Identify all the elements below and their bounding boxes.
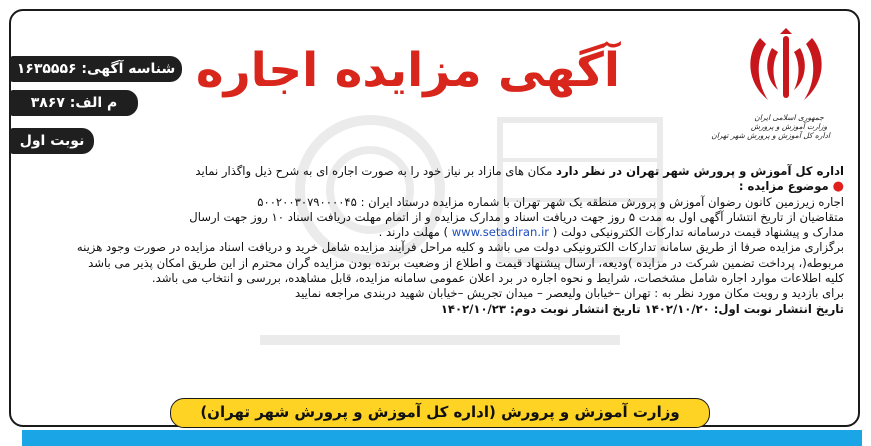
red-bullet-icon: ● [832,179,844,195]
subject-label: موضوع مزایده : [738,179,829,194]
paragraph-1-line-2: متقاضیان از تاریخ انتشار آگهی اول به مدت ۵ روز جهت دریافت اسناد و مدارک مزایده و از اتمام مهلت دریافت اسناد ۱۰ روز جهت ارسال [189,209,844,224]
org-line-2: وزارت آموزش و پرورش [750,122,828,131]
intro-text: مکان های مازاد بر نیاز خود را به صورت اجاره ای به شرح ذیل واگذار نماید [195,164,557,178]
subject-line [20,179,844,194]
paragraph-1-line-1: اجاره زیرزمین کانون رضوان آموزش و پرورش منطقه یک شهر تهران با شماره مزایده درستاد ایران : ۵۰۰۲۰۰۳۰۷۹۰۰۰۰۴۵ [257,194,844,209]
paragraph-3-line-1: برای بازدید و رویت مکان مورد نظر به : تهران –خیابان ولیعصر – میدان تجریش –خیابان شهید دربندی مراجعه نمایید [294,286,844,301]
paragraph-2-line-2: مربوطه(، پرداخت تضمین شرکت در مزایده )ودیعه، ارسال پیشنهاد قیمت و اطلاع از وضعیت برنده بودن مزایده گران محترم از این طریق امکان پذیر می باشد [88,255,844,270]
setadiran-link[interactable]: www.setadiran.ir [448,225,553,240]
round-badge: نوبت اول [10,128,94,154]
bottom-accent-bar [22,430,862,446]
org-name-lines [711,113,830,140]
footer-banner: وزارت آموزش و پرورش (اداره کل آموزش و پرورش شهر تهران) [170,398,710,428]
p1-line3-end: ) مهلت دارند . [378,225,448,240]
intro-bold-text: اداره کل آموزش و پرورش شهر تهران در نظر دارد [556,164,844,178]
ad-id-badge: شناسه آگهی: ۱۶۳۵۵۵۶ [10,56,182,82]
org-line-3: اداره کل آموزش و پرورش شهر تهران [711,131,830,140]
intro-line [20,164,844,179]
iran-emblem-icon [742,26,830,110]
ad-title: آگهی مزایده اجاره [195,43,620,98]
paragraph-1-line-3 [20,225,844,240]
publication-dates: تاریخ انتشار نوبت اول: ۱۴۰۲/۱۰/۲۰ تاریخ انتشار نوبت دوم: ۱۴۰۲/۱۰/۲۳ [440,301,844,316]
paragraph-2-line-3: کلیه اطلاعات موارد اجاره شامل مشخصات، شرایط و نحوه اجاره در برد اعلان عمومی سامانه مزایده، قابل مشاهده، بررسی و انتخاب می باشد. [151,271,844,286]
p1-line3-start: مدارک و پیشنهاد قیمت درسامانه تدارکات الکترونیکی دولت ( [552,225,844,240]
paragraph-2-line-1: برگزاری مزایده صرفا از طریق سامانه تدارکات الکترونیکی دولت می باشد و کلیه مراحل فرآیند مزایده شامل خرید و دریافت اسناد مزایده در صورت وجود هزینه [76,240,844,255]
ad-body [20,164,844,317]
org-line-1: جمهوری اسلامی ایران [754,113,824,122]
m-alef-badge: م الف: ۳۸۶۷ [10,90,138,116]
